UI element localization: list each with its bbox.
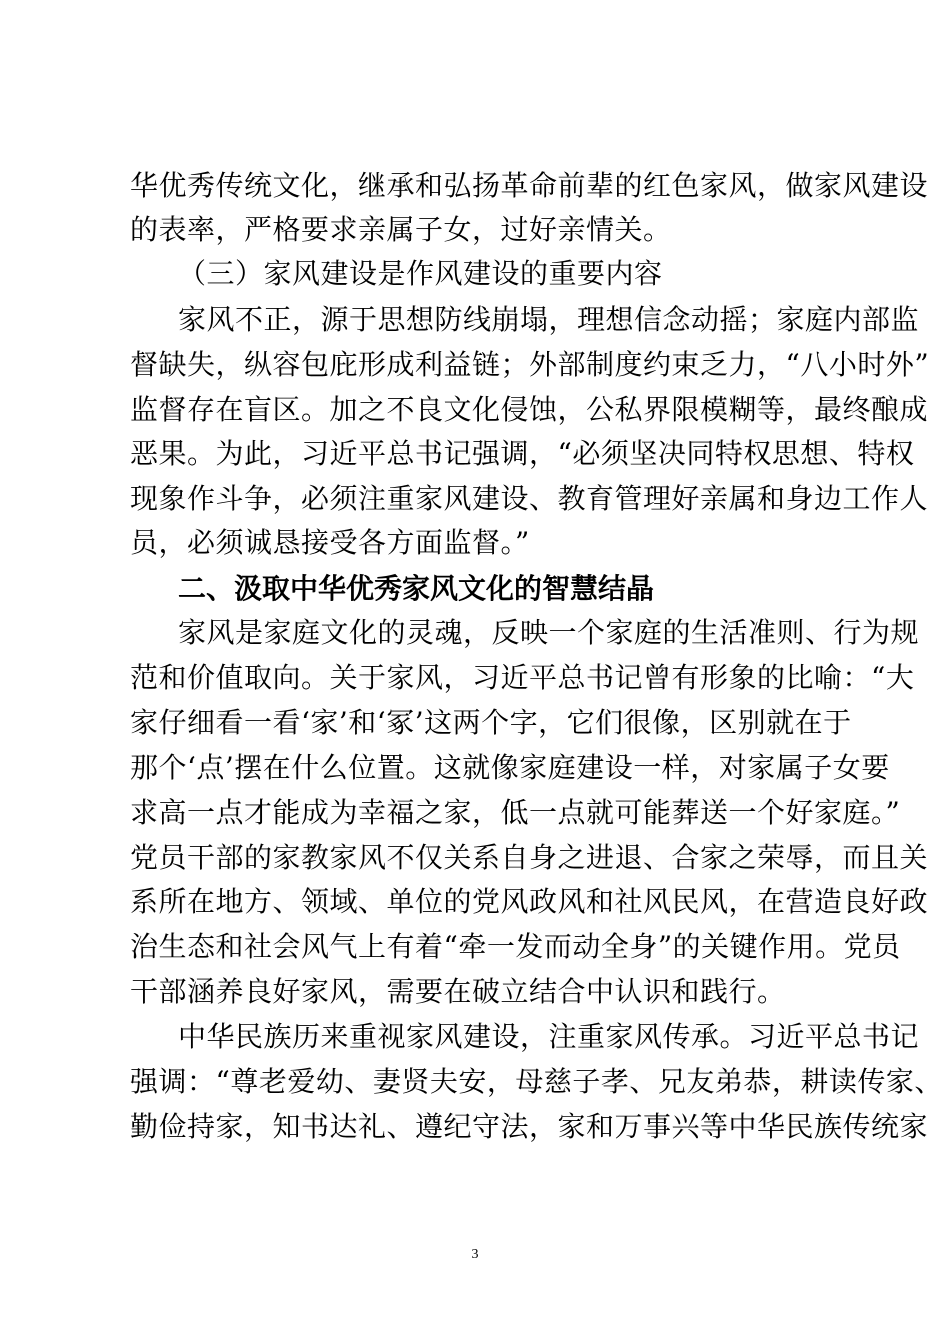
paragraph-line: 党员干部的家教家风不仅关系自身之进退、合家之荣辱，而且关 — [130, 841, 929, 874]
paragraph-line: 治生态和社会风气上有着“牵一发而动全身”的关键作用。党员 — [130, 930, 901, 963]
paragraph-line: 系所在地方、领域、单位的党风政风和社风民风，在营造良好政 — [130, 885, 929, 918]
section-heading: 二、汲取中华优秀家风文化的智慧结晶 — [178, 572, 655, 605]
page-number: 3 — [471, 1247, 479, 1262]
paragraph-line: 员，必须诚恳接受各方面监督。” — [130, 526, 530, 559]
paragraph-line: 那个‘点’摆在什么位置。这就像家庭建设一样，对家属子女要 — [130, 751, 890, 784]
paragraph-line: 中华民族历来重视家风建设，注重家风传承。习近平总书记 — [178, 1020, 920, 1053]
paragraph-line: 家风不正，源于思想防线崩塌，理想信念动摇；家庭内部监 — [178, 303, 920, 336]
paragraph-line: 恶果。为此，习近平总书记强调，“必须坚决同特权思想、特权 — [130, 437, 915, 470]
paragraph-line: 的表率，严格要求亲属子女，过好亲情关。 — [130, 213, 672, 246]
paragraph-line: 华优秀传统文化，继承和弘扬革命前辈的红色家风，做家风建设 — [130, 169, 929, 202]
paragraph-line: 强调：“尊老爱幼、妻贤夫安，母慈子孝、兄友弟恭，耕读传家、 — [130, 1065, 943, 1098]
section-subheading: （三）家风建设是作风建设的重要内容 — [178, 257, 663, 290]
paragraph-line: 范和价值取向。关于家风，习近平总书记曾有形象的比喻：“大 — [130, 661, 915, 694]
paragraph-line: 监督存在盲区。加之不良文化侵蚀，公私界限模糊等，最终酿成 — [130, 393, 929, 426]
paragraph-line: 勤俭持家，知书达礼、遵纪守法，家和万事兴等中华民族传统家 — [130, 1110, 929, 1143]
paragraph-line: 督缺失，纵容包庇形成利益链；外部制度约束乏力，“八小时外” — [130, 348, 930, 381]
paragraph-line: 干部涵养良好家风，需要在破立结合中认识和践行。 — [130, 975, 786, 1008]
paragraph-line: 求高一点才能成为幸福之家，低一点就可能葬送一个好家庭。” — [130, 796, 901, 829]
paragraph-line: 现象作斗争，必须注重家风建设、教育管理好亲属和身边工作人 — [130, 482, 929, 515]
paragraph-line: 家风是家庭文化的灵魂，反映一个家庭的生活准则、行为规 — [178, 616, 920, 649]
paragraph-line: 家仔细看一看‘家’和‘冢’这两个字，它们很像，区别就在于 — [130, 706, 852, 739]
